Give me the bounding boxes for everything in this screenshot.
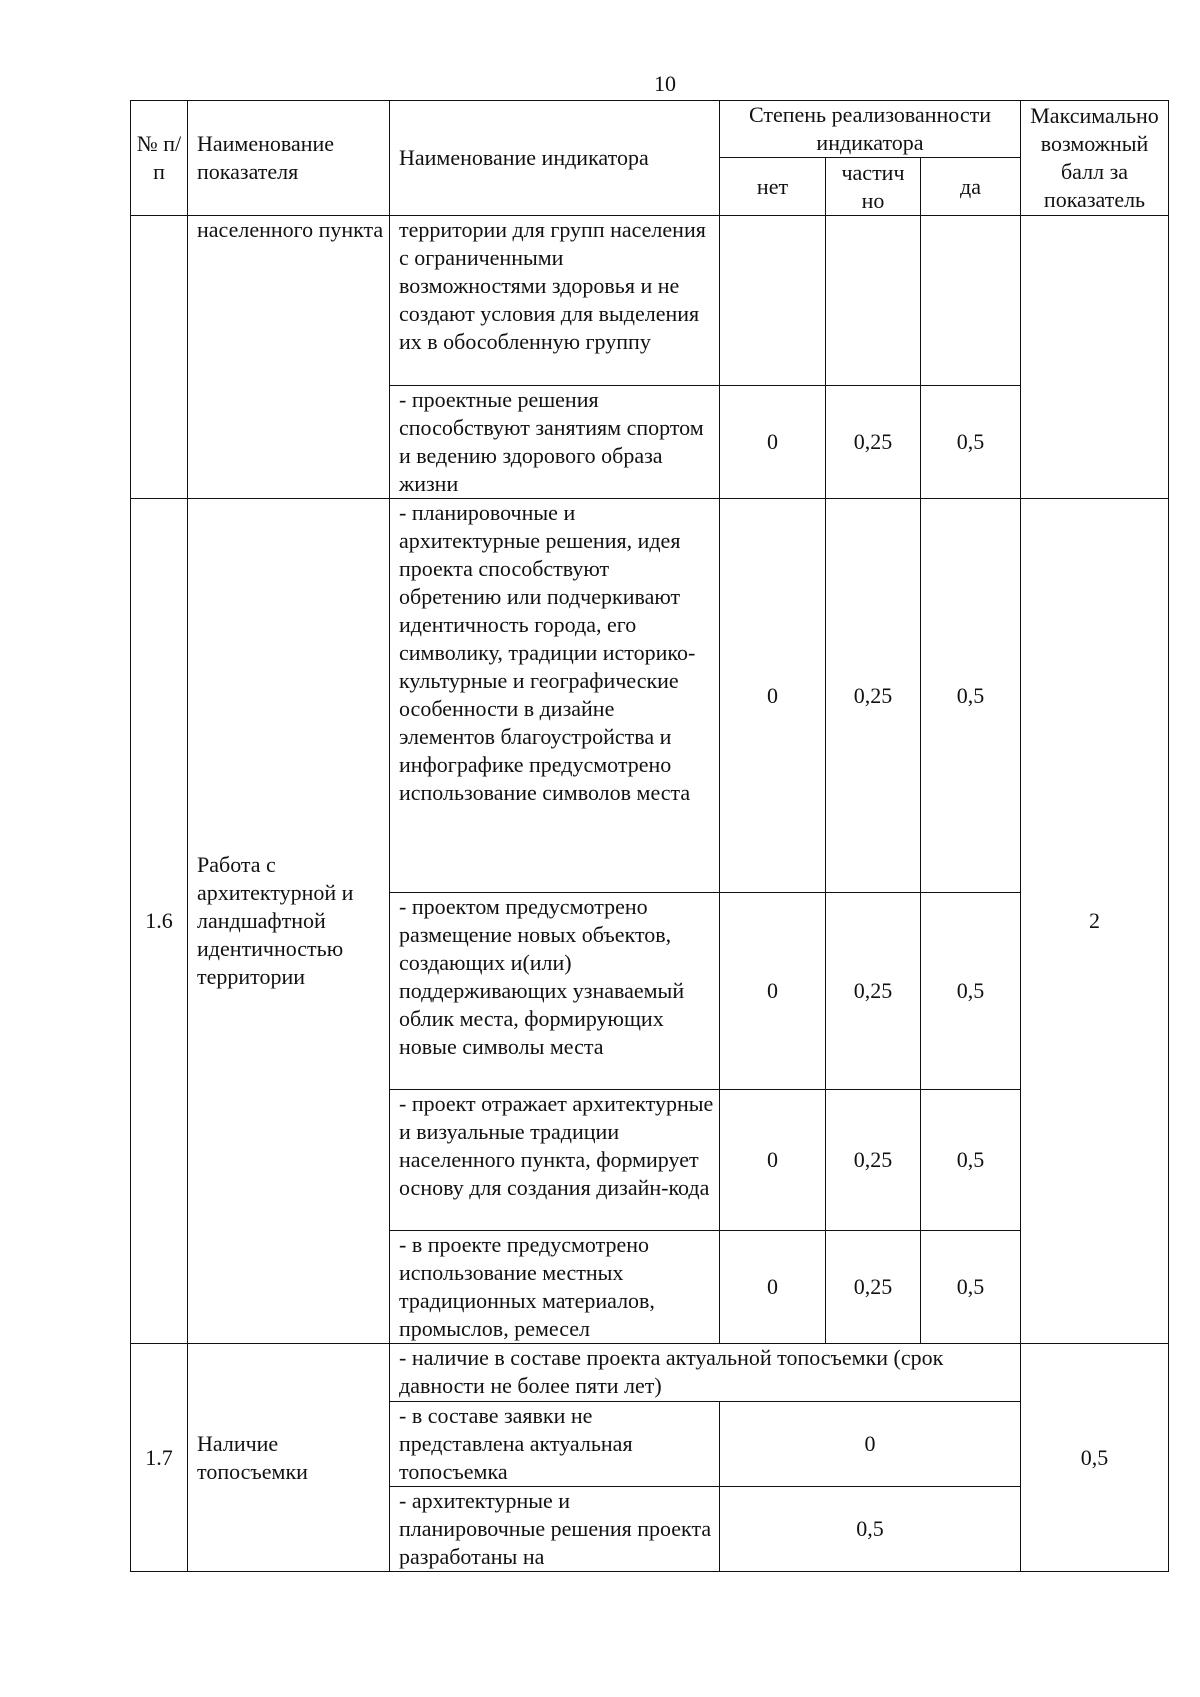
cell-max: 0,5	[1021, 1344, 1169, 1572]
cell-max	[1021, 216, 1169, 499]
cell-partial: 0,25	[826, 1231, 921, 1344]
cell-num: 1.7	[131, 1344, 188, 1572]
cell-indicator: Наличие топосъемки	[188, 1344, 390, 1572]
header-num: № п/п	[131, 101, 188, 216]
header-yes: да	[921, 158, 1021, 216]
table-row	[131, 499, 1169, 893]
cell-metric: - проектом предусмотрено размещение новых объектов, создающих и(или) поддерживающих узнаваемый облик места, формирующих новые символы места	[390, 893, 720, 1090]
table-header-row	[131, 101, 1169, 158]
header-indicator-name: Наименование показателя	[188, 101, 390, 216]
cell-partial: 0,25	[826, 499, 921, 893]
header-degree: Степень реализованности индикатора	[720, 101, 1021, 158]
cell-metric: - архитектурные и планировочные решения проекта разработаны на	[390, 1487, 720, 1572]
cell-partial: 0,25	[826, 893, 921, 1090]
cell-yes: 0,5	[921, 893, 1021, 1090]
header-max-score: Максимально возможный балл за показатель	[1021, 101, 1169, 216]
cell-indicator: Работа с архитектурной и ландшафтной идентичностью территории	[188, 499, 390, 1344]
cell-metric: - в проекте предусмотрено использование местных традиционных материалов, промыслов, ремесел	[390, 1231, 720, 1344]
cell-metric: - планировочные и архитектурные решения, идея проекта способствуют обретению или подчеркивают идентичность города, его символику, традиции историко-культурные и географические особенности в дизайне элементов благоустройства и инфографике предусмотрено использование символов места	[390, 499, 720, 893]
header-metric-name: Наименование индикатора	[390, 101, 720, 216]
cell-no: 0	[720, 386, 826, 499]
cell-partial	[826, 216, 921, 386]
cell-metric: - проект отражает архитектурные и визуальные традиции населенного пункта, формирует основу для создания дизайн-кода	[390, 1090, 720, 1231]
cell-partial: 0,25	[826, 386, 921, 499]
cell-max: 2	[1021, 499, 1169, 1344]
cell-metric: - проектные решения способствуют занятиям спортом и ведению здорового образа жизни	[390, 386, 720, 499]
page-number: 10	[654, 71, 676, 96]
cell-no: 0	[720, 1090, 826, 1231]
cell-no: 0	[720, 893, 826, 1090]
cell-metric-intro: - наличие в составе проекта актуальной топосъемки (срок давности не более пяти лет)	[390, 1344, 1021, 1402]
header-partial: частич но	[826, 158, 921, 216]
cell-no: 0	[720, 1231, 826, 1344]
header-no: нет	[720, 158, 826, 216]
criteria-table	[130, 100, 1169, 1572]
cell-no: 0	[720, 499, 826, 893]
cell-yes: 0,5	[921, 1231, 1021, 1344]
cell-partial: 0,25	[826, 1090, 921, 1231]
cell-no	[720, 216, 826, 386]
cell-yes: 0,5	[921, 499, 1021, 893]
table-row	[131, 216, 1169, 386]
cell-metric: - в составе заявки не представлена актуальная топосъемка	[390, 1402, 720, 1487]
table-row	[131, 1344, 1169, 1402]
cell-score: 0,5	[720, 1487, 1021, 1572]
cell-num: 1.6	[131, 499, 188, 1344]
cell-metric: территории для групп населения с ограниченными возможностями здоровья и не создают условия для выделения их в обособленную группу	[390, 216, 720, 386]
cell-num	[131, 216, 188, 499]
cell-indicator: населенного пункта	[188, 216, 390, 499]
cell-yes	[921, 216, 1021, 386]
cell-yes: 0,5	[921, 386, 1021, 499]
cell-yes: 0,5	[921, 1090, 1021, 1231]
cell-score: 0	[720, 1402, 1021, 1487]
